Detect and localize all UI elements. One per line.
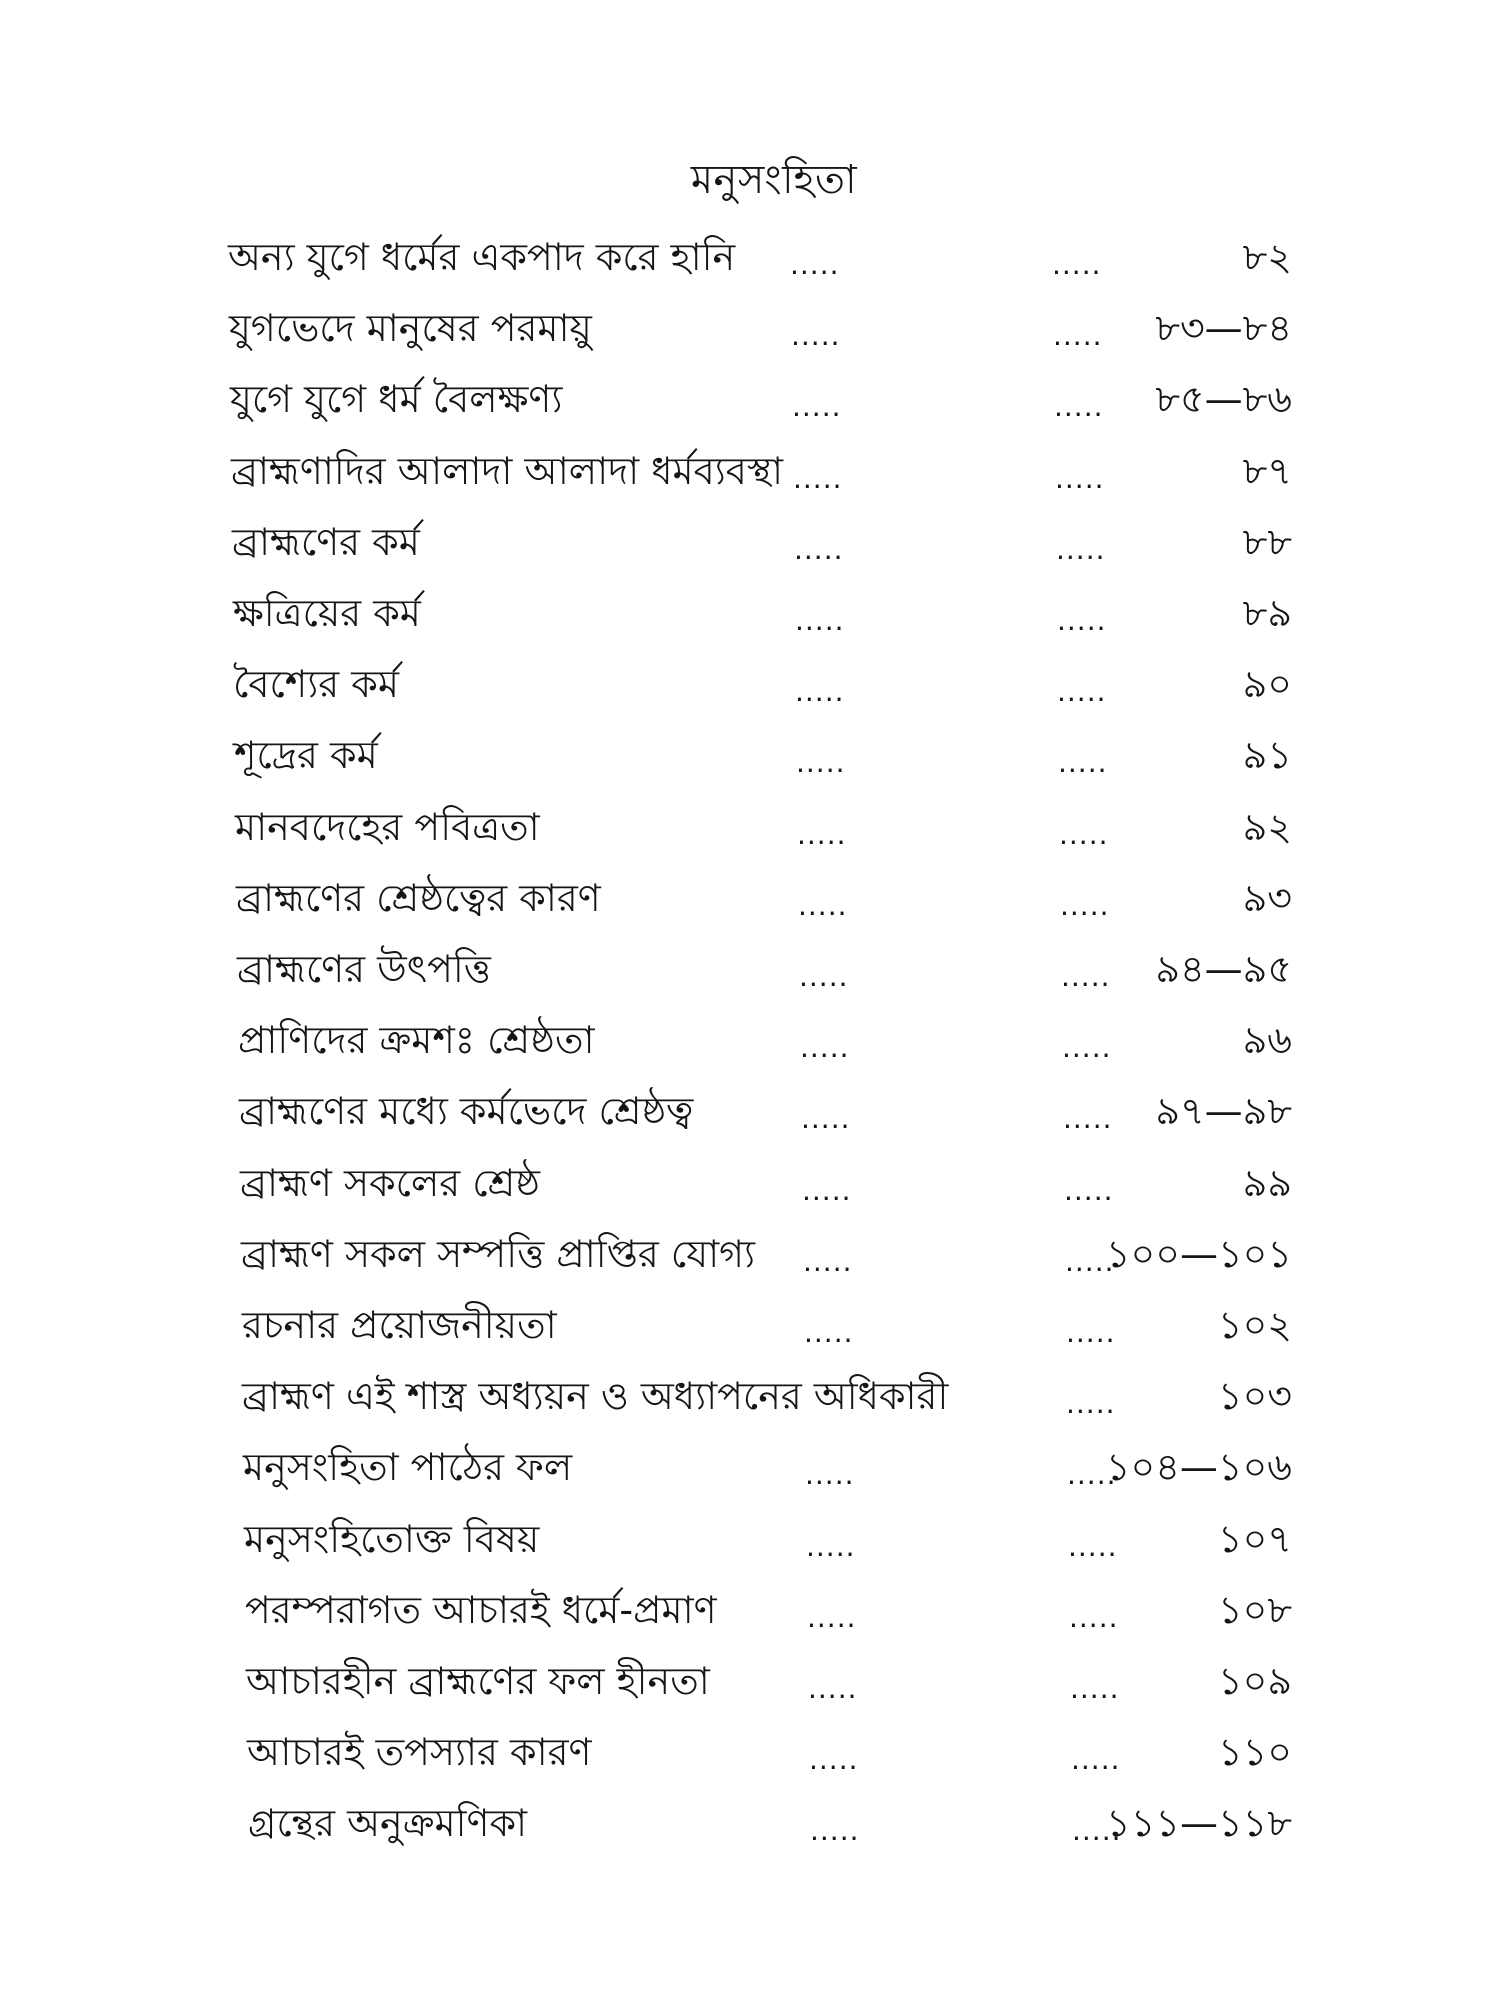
toc-entry-title: মনুসংহিতা পাঠের ফল bbox=[243, 1445, 573, 1490]
toc-entry-title: অন্য যুগে ধর্মের একপাদ করে হানি bbox=[228, 235, 736, 279]
toc-entry bbox=[0, 1008, 1500, 1072]
toc-entry bbox=[0, 367, 1500, 431]
toc-entry-page-number: ৯৬ bbox=[1242, 1018, 1292, 1063]
toc-entry-title: মনুসংহিতোক্ত বিষয় bbox=[244, 1516, 540, 1561]
toc-entry-title: মানবদেহের পবিত্রতা bbox=[235, 804, 540, 849]
toc-entry-page-number: ৮২ bbox=[1242, 235, 1292, 279]
toc-entry-leader-dots: ..... bbox=[1057, 604, 1107, 637]
toc-entry-title: পরম্পরাগত আচারই ধর্মে-প্রমাণ bbox=[245, 1587, 717, 1632]
toc-entry-leader-dots: ..... bbox=[810, 1814, 860, 1848]
toc-entry-leader-dots: ..... bbox=[1063, 1102, 1113, 1136]
toc-entry-leader-dots: ..... bbox=[1069, 1600, 1119, 1634]
toc-entry-leader-dots: ..... bbox=[794, 532, 844, 566]
toc-entry-leader-dots: ..... bbox=[793, 461, 843, 495]
toc-entry-page-number: ৯১ bbox=[1242, 733, 1292, 778]
toc-entry-page-number: ৮৫—৮৬ bbox=[1155, 377, 1292, 422]
toc-entry-title: ব্রাহ্মণ এই শাস্ত্র অধ্যয়ন ও অধ্যাপনের অধিকারী bbox=[242, 1374, 949, 1419]
toc-entry-title: যুগভেদে মানুষের পরমায়ু bbox=[229, 306, 592, 351]
toc-entry-page-number: ১০৯ bbox=[1217, 1659, 1292, 1703]
toc-entry-page-number: ১০৮ bbox=[1217, 1587, 1292, 1632]
toc-entry-leader-dots: ..... bbox=[792, 390, 842, 424]
toc-entry bbox=[0, 296, 1500, 360]
toc-entry-leader-dots: ..... bbox=[796, 746, 846, 780]
toc-entry bbox=[0, 439, 1500, 503]
toc-entry-leader-dots: ..... bbox=[799, 960, 849, 993]
toc-entry bbox=[0, 1151, 1500, 1215]
toc-entry-leader-dots: ..... bbox=[1054, 390, 1104, 424]
toc-entry-title: ব্রাহ্মণ সকলের শ্রেষ্ঠ bbox=[240, 1160, 541, 1205]
toc-entry-page-number: ৮৭ bbox=[1242, 448, 1292, 493]
toc-entry-leader-dots: ..... bbox=[795, 604, 845, 637]
toc-entry-leader-dots: ..... bbox=[1058, 746, 1108, 780]
toc-entry-page-number: ৮৮ bbox=[1242, 519, 1292, 564]
toc-entry-leader-dots: ..... bbox=[1062, 1031, 1112, 1065]
toc-entry bbox=[0, 866, 1500, 930]
toc-entry-page-number: ১০২ bbox=[1217, 1303, 1292, 1347]
toc-entry-leader-dots: ..... bbox=[1055, 461, 1105, 495]
toc-entry-leader-dots: ..... bbox=[807, 1600, 857, 1634]
toc-entry-leader-dots: ..... bbox=[1068, 1529, 1118, 1563]
toc-entry-leader-dots: ..... bbox=[803, 1244, 853, 1278]
toc-entry-leader-dots: ..... bbox=[805, 1458, 855, 1492]
toc-entry bbox=[0, 937, 1500, 1001]
toc-entry-leader-dots: ..... bbox=[1059, 817, 1109, 851]
toc-entry-page-number: ৮৯ bbox=[1242, 591, 1292, 635]
toc-entry-page-number: ৮৩—৮৪ bbox=[1155, 306, 1292, 351]
toc-entry-page-number: ৯৩ bbox=[1242, 875, 1292, 920]
toc-entry bbox=[0, 723, 1500, 787]
toc-entry-title: ব্রাহ্মণের মধ্যে কর্মভেদে শ্রেষ্ঠত্ব bbox=[239, 1089, 694, 1134]
toc-entry-leader-dots: ..... bbox=[1067, 1458, 1117, 1492]
toc-entry-leader-dots: ..... bbox=[1066, 1387, 1116, 1421]
toc-entry-leader-dots: ..... bbox=[1065, 1244, 1115, 1278]
page-title: মনুসংহিতা bbox=[690, 157, 858, 203]
toc-entry-page-number: ৯০ bbox=[1242, 662, 1292, 707]
toc-entry-title: আচারই তপস্যার কারণ bbox=[247, 1730, 592, 1775]
toc-entry-title: ক্ষত্রিয়ের কর্ম bbox=[233, 591, 421, 635]
toc-entry-leader-dots: ..... bbox=[1053, 319, 1103, 353]
toc-entry bbox=[0, 510, 1500, 574]
toc-entry-leader-dots: ..... bbox=[800, 1031, 850, 1065]
toc-entry-page-number: ৯৯ bbox=[1242, 1160, 1292, 1205]
toc-entry-leader-dots: ..... bbox=[1052, 248, 1102, 281]
toc-entry-page-number: ১১০ bbox=[1217, 1730, 1292, 1775]
toc-entry-page-number: ১০০—১০১ bbox=[1105, 1231, 1292, 1276]
toc-entry-title: ব্রাহ্মণের কর্ম bbox=[232, 519, 420, 564]
toc-entry bbox=[0, 795, 1500, 859]
toc-entry-title: ব্রাহ্মণের শ্রেষ্ঠত্বের কারণ bbox=[236, 875, 601, 920]
toc-entry bbox=[0, 1435, 1500, 1499]
toc-entry bbox=[0, 1079, 1500, 1143]
toc-entry-title: ব্রাহ্মণ সকল সম্পত্তি প্রাপ্তির যোগ্য bbox=[241, 1231, 756, 1276]
toc-entry bbox=[0, 1720, 1500, 1784]
toc-entry bbox=[0, 581, 1500, 645]
toc-entry bbox=[0, 1507, 1500, 1571]
toc-entry-leader-dots: ..... bbox=[1064, 1173, 1114, 1207]
toc-entry-leader-dots: ..... bbox=[809, 1743, 859, 1777]
toc-entry-leader-dots: ..... bbox=[798, 888, 848, 922]
toc-entry-title: শূদ্রের কর্ম bbox=[234, 733, 378, 778]
toc-entry-page-number: ১০৭ bbox=[1217, 1516, 1292, 1561]
toc-entry-page-number: ১০৩ bbox=[1217, 1374, 1292, 1419]
toc-entry-leader-dots: ..... bbox=[1070, 1672, 1120, 1705]
toc-entry bbox=[0, 1791, 1500, 1855]
toc-entry-page-number: ৯৪—৯৫ bbox=[1155, 947, 1292, 991]
toc-entry bbox=[0, 1222, 1500, 1286]
toc-entry-leader-dots: ..... bbox=[801, 1102, 851, 1136]
toc-entry-title: গ্রন্থের অনুক্রমণিকা bbox=[248, 1801, 528, 1846]
toc-entry-leader-dots: ..... bbox=[806, 1529, 856, 1563]
toc-entry-leader-dots: ..... bbox=[1066, 1316, 1116, 1349]
toc-entry-leader-dots: ..... bbox=[802, 1173, 852, 1207]
toc-entry bbox=[0, 1578, 1500, 1642]
toc-entry bbox=[0, 1364, 1500, 1428]
toc-entry-leader-dots: ..... bbox=[808, 1672, 858, 1705]
toc-entry-page-number: ৯২ bbox=[1242, 804, 1292, 849]
toc-entry-title: যুগে যুগে ধর্ম বৈলক্ষণ্য bbox=[230, 377, 563, 422]
toc-entry-leader-dots: ..... bbox=[791, 319, 841, 353]
toc-entry-title: ব্রাহ্মণের উৎপত্তি bbox=[237, 947, 491, 991]
toc-entry-title: আচারহীন ব্রাহ্মণের ফল হীনতা bbox=[246, 1659, 710, 1703]
toc-entry bbox=[0, 652, 1500, 716]
toc-entry bbox=[0, 1649, 1500, 1713]
toc-entry-leader-dots: ..... bbox=[1056, 532, 1106, 566]
toc-entry-leader-dots: ..... bbox=[1072, 1814, 1122, 1848]
toc-entry-title: প্রাণিদের ক্রমশঃ শ্রেষ্ঠতা bbox=[238, 1018, 595, 1063]
toc-entry-page-number: ১১১—১১৮ bbox=[1106, 1801, 1292, 1846]
toc-entry bbox=[0, 1293, 1500, 1357]
toc-entry-title: বৈশ্যের কর্ম bbox=[233, 662, 399, 707]
toc-entry-title: ব্রাহ্মণাদির আলাদা আলাদা ধর্মব্যবস্থা bbox=[231, 448, 784, 493]
toc-entry-leader-dots: ..... bbox=[804, 1316, 854, 1349]
toc-entry-leader-dots: ..... bbox=[797, 817, 847, 851]
toc-entry-leader-dots: ..... bbox=[1060, 888, 1110, 922]
toc-entry-leader-dots: ..... bbox=[1061, 960, 1111, 993]
toc-entry-leader-dots: ..... bbox=[1071, 1743, 1121, 1777]
toc-entry-title: রচনার প্রয়োজনীয়তা bbox=[242, 1303, 557, 1347]
toc-entry-leader-dots: ..... bbox=[1057, 675, 1107, 709]
toc-entry-leader-dots: ..... bbox=[790, 248, 840, 281]
toc-entry-page-number: ৯৭—৯৮ bbox=[1155, 1089, 1292, 1134]
toc-entry-leader-dots: ..... bbox=[795, 675, 845, 709]
toc-entry bbox=[0, 225, 1500, 289]
toc-entry-page-number: ১০৪—১০৬ bbox=[1105, 1445, 1292, 1490]
